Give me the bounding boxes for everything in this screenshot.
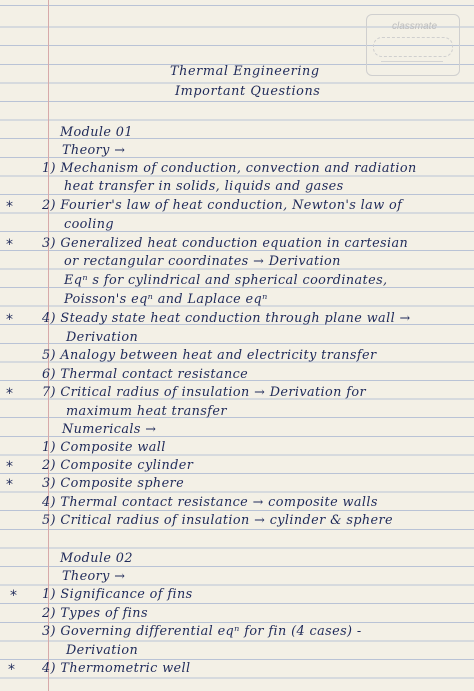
brand-label-box bbox=[373, 37, 453, 57]
star-icon: * bbox=[6, 199, 13, 215]
module-1-item-continued: or rectangular coordinates → Derivation bbox=[64, 254, 341, 269]
module-1-item-continued: maximum heat transfer bbox=[66, 404, 227, 419]
module-1-item-continued: cooling bbox=[64, 217, 114, 232]
star-icon: * bbox=[6, 459, 13, 475]
star-icon: * bbox=[6, 477, 13, 493]
module-2-item-continued: Derivation bbox=[66, 643, 139, 658]
star-icon: * bbox=[6, 312, 13, 328]
module-1-numericals-label: Numericals → bbox=[62, 422, 157, 437]
numerical-item: 1) Composite wall bbox=[42, 440, 166, 455]
module-1-item: 6) Thermal contact resistance bbox=[42, 367, 249, 382]
module-2-heading: Module 02 bbox=[60, 551, 133, 566]
module-1-item: 3) Generalized heat conduction equation in cartesian bbox=[42, 236, 409, 251]
module-1-item-continued: Poisson's eqⁿ and Laplace eqⁿ bbox=[64, 292, 268, 307]
star-icon: * bbox=[6, 386, 13, 402]
module-1-item: 5) Analogy between heat and electricity transfer bbox=[42, 348, 377, 363]
page-subtitle: Important Questions bbox=[175, 84, 321, 99]
brand-name: classmate bbox=[392, 21, 438, 32]
numerical-item: 3) Composite sphere bbox=[42, 476, 185, 491]
brand-label-line bbox=[381, 61, 443, 62]
module-1-item: 4) Steady state heat conduction through plane wall → bbox=[42, 311, 411, 326]
numerical-item: 2) Composite cylinder bbox=[42, 458, 194, 473]
module-1-item: 1) Mechanism of conduction, convection and radiation bbox=[42, 161, 417, 176]
module-2-theory-label: Theory → bbox=[62, 569, 126, 584]
module-2-item: 1) Significance of fins bbox=[42, 587, 193, 602]
star-icon: * bbox=[8, 662, 15, 678]
numerical-item: 4) Thermal contact resistance → composite walls bbox=[42, 495, 378, 510]
module-2-item: 2) Types of fins bbox=[42, 606, 148, 621]
page-title: Thermal Engineering bbox=[170, 64, 320, 79]
module-1-theory-label: Theory → bbox=[62, 143, 126, 158]
module-2-item: 3) Governing differential eqⁿ for fin (4 cases) - bbox=[42, 624, 362, 639]
module-1-item-continued: heat transfer in solids, liquids and gases bbox=[64, 179, 344, 194]
module-1-item: 2) Fourier's law of heat conduction, Newton's law of bbox=[42, 198, 403, 213]
star-icon: * bbox=[10, 588, 17, 604]
star-icon: * bbox=[6, 237, 13, 253]
module-1-item: 7) Critical radius of insulation → Derivation for bbox=[42, 385, 367, 400]
notebook-brand-stamp bbox=[366, 14, 460, 76]
numerical-item: 5) Critical radius of insulation → cylinder & sphere bbox=[42, 513, 394, 528]
module-1-item-continued: Eqⁿ s for cylindrical and spherical coordinates, bbox=[64, 273, 388, 288]
module-1-item-continued: Derivation bbox=[66, 330, 139, 345]
module-2-item: 4) Thermometric well bbox=[42, 661, 191, 676]
module-1-heading: Module 01 bbox=[60, 125, 133, 140]
